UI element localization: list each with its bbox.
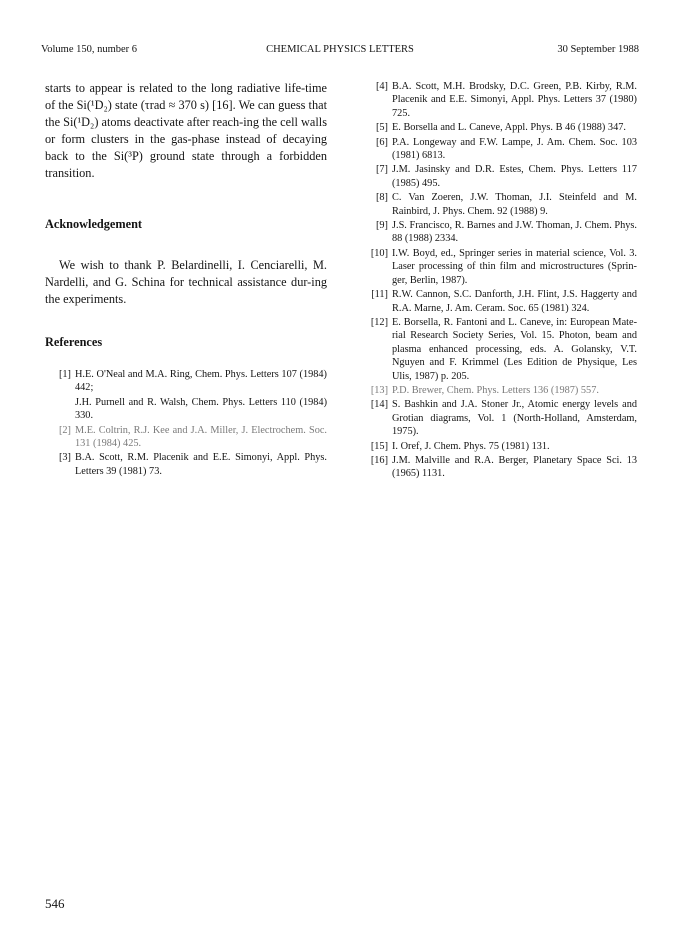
reference-entry <box>362 316 637 383</box>
body-paragraph: starts to appear is related to the long radiative life-time of the Si(¹D₂) state (τrad ≈ 370 s) [16]. We can guess that the Si(¹D₂) atoms deactivate after reach-ing the cell walls or form clusters in the gas-phase instead of decaying back to the Si(³P) ground state through a forbidden transition. <box>45 81 327 180</box>
reference-text: J.M. Jasinsky and D.R. Estes, Chem. Phys. Letters 117 (1985) 495. <box>392 164 637 189</box>
reference-entry <box>362 247 637 287</box>
reference-number: [10] <box>370 247 388 259</box>
acknowledgement-text: We wish to thank P. Belardinelli, I. Cenciarelli, M. Nardelli, and G. Schina for technical assistance dur-ing the experiments. <box>45 258 327 306</box>
reference-number: [16] <box>370 454 388 466</box>
reference-number: [6] <box>375 136 388 148</box>
reference-number: [2] <box>58 424 71 436</box>
reference-text: M.E. Coltrin, R.J. Kee and J.A. Miller, J. Electrochem. Soc. 131 (1984) 425. <box>75 424 327 450</box>
reference-number: [12] <box>370 316 388 328</box>
reference-entry <box>362 163 637 190</box>
reference-number: [5] <box>375 122 388 134</box>
reference-text: R.W. Cannon, S.C. Danforth, J.H. Flint, J.S. Haggerty and R.A. Marne, J. Am. Ceram. Soc. 65 (1981) 324. <box>392 289 637 314</box>
reference-text: H.E. O'Neal and M.A. Ring, Chem. Phys. Letters 107 (1984) 442; <box>75 369 327 394</box>
reference-text: B.A. Scott, M.H. Brodsky, D.C. Green, P.B. Kirby, R.M. Placenik and E.E. Simonyi, Appl. Phys. Letters 37 (1980) 725. <box>392 81 637 119</box>
reference-entry <box>362 219 637 246</box>
reference-entry <box>362 384 637 397</box>
reference-entry <box>362 136 637 163</box>
reference-number: [1] <box>58 369 71 380</box>
reference-entry <box>362 288 637 315</box>
references-heading: References <box>45 335 103 349</box>
reference-text: E. Borsella and L. Caneve, Appl. Phys. B 46 (1988) 347. <box>392 122 626 134</box>
reference-number: [4] <box>375 81 388 92</box>
reference-entry <box>45 396 327 423</box>
reference-entry <box>45 451 327 478</box>
reference-entry <box>362 398 637 438</box>
reference-number: [9] <box>375 220 388 232</box>
reference-text: I.W. Boyd, ed., Springer series in material science, Vol. 3. Laser processing of thin film and microstructures (Sprin-ger, Berlin, 1987). <box>392 247 637 286</box>
reference-entry <box>362 454 637 481</box>
reference-number: [14] <box>370 399 388 411</box>
reference-number: [13] <box>370 384 388 396</box>
reference-number: [15] <box>370 440 388 452</box>
reference-entry <box>45 424 327 451</box>
reference-text: S. Bashkin and J.A. Stoner Jr., Atomic energy levels and Grotian diagrams, Vol. 1 (North-Holland, Amsterdam, 1975). <box>392 399 637 438</box>
reference-text: I. Oref, J. Chem. Phys. 75 (1981) 131. <box>392 440 550 452</box>
reference-text: C. Van Zoeren, J.W. Thoman, J.I. Steinfeld and M. Rainbird, J. Phys. Chem. 92 (1988) 9. <box>392 192 637 217</box>
publication-date: 30 September 1988 <box>557 44 639 55</box>
reference-number: [7] <box>375 164 388 176</box>
reference-text: E. Borsella, R. Fantoni and L. Caneve, in: European Mate-rial Research Society Series, Vol. 15. Photon, beam and plasma enhanced processing, eds. A. Golansky, V.T. Nguyen and F. Krimmel (Les Edition de Physique, Les Ulis, 1987) p. 205. <box>392 316 637 382</box>
reference-text: P.D. Brewer, Chem. Phys. Letters 136 (1987) 557. <box>392 384 599 396</box>
reference-number: [3] <box>58 452 71 464</box>
reference-text: J.M. Malville and R.A. Berger, Planetary Space Sci. 13 (1965) 1131. <box>392 454 637 480</box>
page-number: 546 <box>45 896 65 911</box>
acknowledgement-heading: Acknowledgement <box>45 217 143 231</box>
reference-number: [11] <box>371 289 388 301</box>
reference-text: J.H. Purnell and R. Walsh, Chem. Phys. Letters 110 (1984) 330. <box>75 396 327 422</box>
journal-title: CHEMICAL PHYSICS LETTERS <box>266 44 414 55</box>
reference-entry <box>362 440 637 453</box>
reference-list-right <box>362 80 637 481</box>
reference-entry <box>45 368 327 395</box>
right-column <box>362 80 637 482</box>
reference-entry <box>362 191 637 218</box>
reference-entry <box>362 121 637 134</box>
reference-number: [8] <box>375 192 388 204</box>
left-column <box>45 80 327 477</box>
reference-list-left <box>45 368 327 479</box>
running-header <box>41 44 639 58</box>
reference-text: J.S. Francisco, R. Barnes and J.W. Thoman, J. Chem. Phys. 88 (1988) 2334. <box>392 220 637 245</box>
reference-text: B.A. Scott, R.M. Placenik and E.E. Simonyi, Appl. Phys. Letters 39 (1981) 73. <box>75 452 327 477</box>
reference-text: P.A. Longeway and F.W. Lampe, J. Am. Chem. Soc. 103 (1981) 6813. <box>392 136 637 162</box>
volume-info: Volume 150, number 6 <box>41 44 138 55</box>
reference-entry <box>362 80 637 120</box>
